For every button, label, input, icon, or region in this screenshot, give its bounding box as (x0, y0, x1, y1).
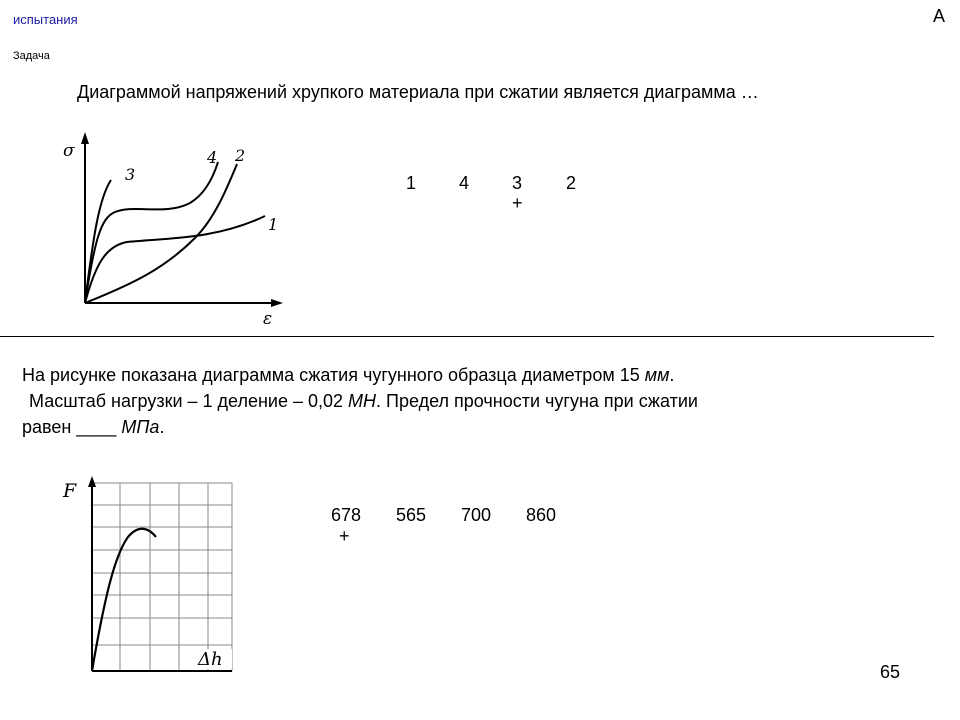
q2-unit-mn: МН (348, 391, 377, 411)
q1-option-3[interactable]: 3 (512, 173, 523, 193)
compression-diagram (60, 475, 240, 680)
page-number: 65 (880, 662, 901, 682)
question2-text (22, 362, 842, 440)
curve-label-1: 1 (268, 215, 279, 234)
corner-letter: А (933, 6, 946, 26)
q2-line3: равен ____ (22, 417, 122, 437)
curve-4 (85, 162, 218, 303)
question1-text: Диаграммой напряжений хрупкого материала при сжатии является диаграмма … (77, 82, 759, 102)
q1-option-4[interactable]: 2 (566, 173, 577, 193)
task-label: Задача (13, 50, 50, 62)
q1-option-2[interactable]: 4 (459, 173, 470, 193)
q2-option-2[interactable]: 565 (396, 505, 427, 525)
q2-line2: Масштаб нагрузки – 1 деление – 0,02 (29, 391, 349, 411)
curve-label-2: 2 (235, 146, 246, 165)
q2-option-1[interactable]: 678 (331, 505, 362, 525)
q2-option-4[interactable]: 860 (526, 505, 557, 525)
dh-axis-label: Δh (198, 649, 223, 670)
y-axis-label: σ (63, 141, 75, 161)
q2-unit-mm: мм (644, 365, 670, 385)
q1-correct-mark: + (512, 193, 523, 213)
q1-option-1[interactable]: 1 (406, 173, 417, 193)
q2-line1-end: . (669, 365, 675, 385)
stress-strain-diagram (55, 128, 295, 328)
f-axis-label: F (63, 480, 77, 502)
q2-correct-mark: + (339, 526, 350, 546)
q2-line2-b: . Предел прочности чугуна при сжатии (376, 391, 698, 411)
q2-line3-end: . (159, 417, 165, 437)
q2-unit-mpa: МПа (121, 417, 160, 437)
curve-1 (85, 216, 265, 303)
curve-label-3: 3 (125, 165, 136, 184)
x-axis-label: ε (263, 309, 273, 329)
curve-label-4: 4 (207, 148, 218, 167)
q2-option-3[interactable]: 700 (461, 505, 492, 525)
q2-line1: На рисунке показана диаграмма сжатия чугунного образца диаметром 15 (22, 365, 645, 385)
section-divider (0, 336, 934, 337)
topic-title: испытания (13, 12, 78, 27)
